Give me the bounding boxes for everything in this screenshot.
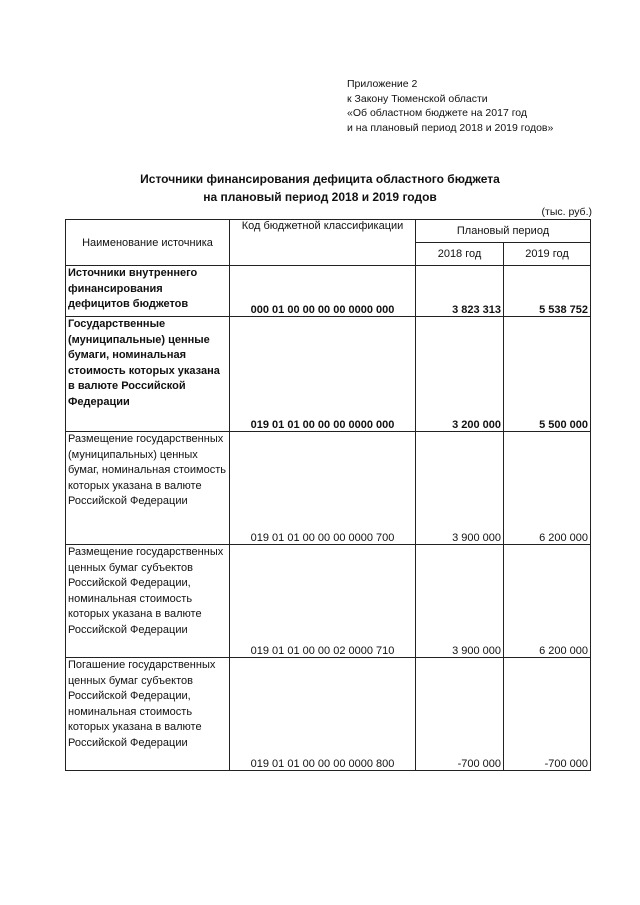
header-code: Код бюджетной классификации [230,220,416,266]
amount-2019-cell: 5 538 752 [504,266,591,317]
amount-2018-cell: 3 823 313 [416,266,504,317]
units-label: (тыс. руб.) [541,206,592,218]
classification-code-cell: 019 01 01 00 00 02 0000 710 [230,545,416,658]
source-name-cell: Источники внутреннего финансирования дефицитов бюджетов [66,266,230,317]
document-title [0,170,640,206]
table-row [66,658,591,771]
table-row [66,317,591,432]
table-row [66,266,591,317]
source-name-cell: Погашение государственных ценных бумаг субъектов Российской Федерации, номинальная стоимость которых указана в валюте Российской Федерации [66,658,230,771]
title-line: Источники финансирования дефицита областного бюджета [140,172,500,186]
header-year-2018: 2018 год [416,243,504,266]
classification-code-cell: 019 01 01 00 00 00 0000 800 [230,658,416,771]
source-name-cell: Размещение государственных ценных бумаг субъектов Российской Федерации, номинальная стоимость которых указана в валюте Российской Федерации [66,545,230,658]
table-row [66,432,591,545]
classification-code-cell: 019 01 01 00 00 00 0000 000 [230,317,416,432]
amount-2019-cell: 6 200 000 [504,432,591,545]
table-row [66,545,591,658]
header-name: Наименование источника [66,220,230,266]
amount-2019-cell: 5 500 000 [504,317,591,432]
amount-2019-cell: -700 000 [504,658,591,771]
amount-2019-cell: 6 200 000 [504,545,591,658]
source-name-cell: Государственные (муниципальные) ценные бумаги, номинальная стоимость которых указана в валюте Российской Федерации [66,317,230,432]
title-line: на плановый период 2018 и 2019 годов [203,190,437,204]
classification-code-cell: 019 01 01 00 00 00 0000 700 [230,432,416,545]
appendix-line: «Об областном бюджете на 2017 год [347,107,528,119]
amount-2018-cell: -700 000 [416,658,504,771]
classification-code-cell: 000 01 00 00 00 00 0000 000 [230,266,416,317]
appendix-block [347,77,553,135]
amount-2018-cell: 3 200 000 [416,317,504,432]
appendix-line: и на плановый период 2018 и 2019 годов» [347,121,554,134]
header-year-2019: 2019 год [504,243,591,266]
header-period: Плановый период [416,220,591,243]
amount-2018-cell: 3 900 000 [416,432,504,545]
appendix-line: Приложение 2 [347,78,418,90]
source-name-cell: Размещение государственных (муниципальных) ценных бумаг, номинальная стоимость которых указана в валюте Российской Федерации [66,432,230,545]
budget-table [65,219,591,771]
appendix-line: к Закону Тюменской области [347,92,488,105]
amount-2018-cell: 3 900 000 [416,545,504,658]
